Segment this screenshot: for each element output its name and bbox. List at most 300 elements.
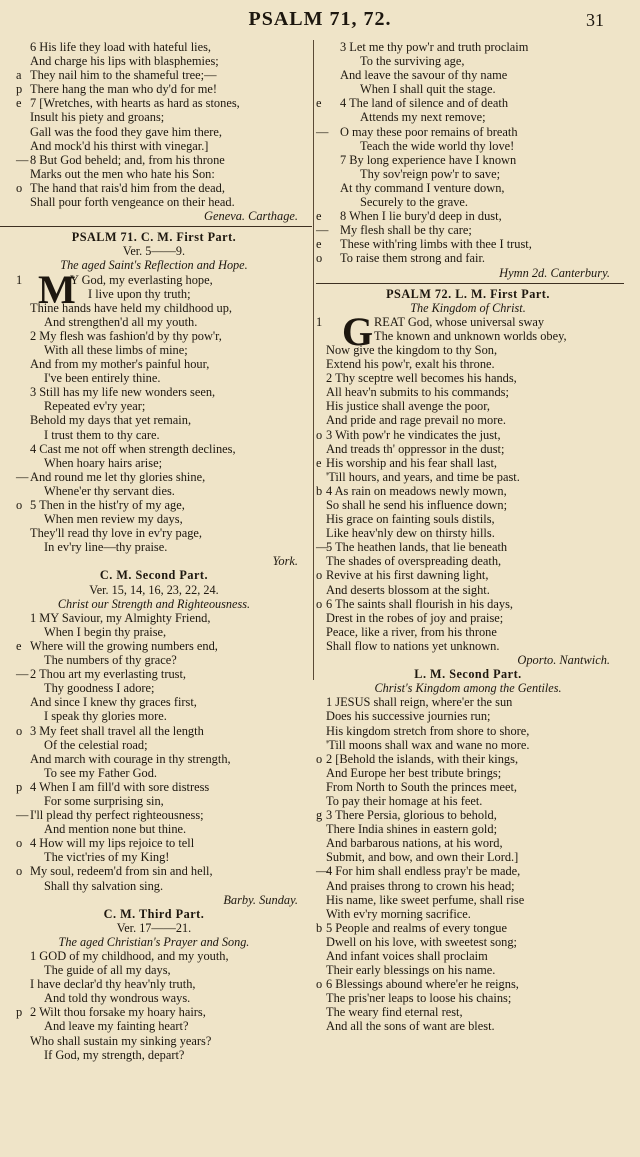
line-text: 1 MY Saviour, my Almighty Friend,: [30, 610, 211, 625]
line-text: And since I knew thy graces first,: [30, 695, 197, 710]
psalm-heading: [316, 667, 624, 681]
line-text: Does his successive journies run;: [326, 709, 491, 724]
line-text: And mock'd his thirst with vinegar.]: [30, 138, 209, 153]
hymn-line: [0, 484, 312, 498]
line-text: The shades of overspreading death,: [326, 554, 502, 569]
dynamic-mark: —: [16, 808, 29, 823]
line-text: Who shall sustain my sinking years?: [30, 1033, 212, 1048]
hymn-line: [316, 223, 624, 237]
drop-cap: G: [342, 308, 374, 354]
hymn-line: [316, 209, 624, 223]
dynamic-mark: p: [16, 1005, 23, 1020]
dynamic-mark: 1: [16, 272, 23, 287]
dynamic-mark: o: [316, 568, 323, 583]
line-text: 3 My feet shall travel all the length: [30, 723, 204, 738]
hymn-line: [0, 1019, 312, 1033]
line-text: 6 His life they load with hateful lies,: [30, 40, 212, 54]
hymn-line: [316, 1005, 624, 1019]
hymn-line: [316, 554, 624, 568]
line-text: 2 My flesh was fashion'd by thy pow'r,: [30, 328, 222, 343]
tune-names: [0, 893, 312, 907]
line-text: So shall he send his influence down;: [326, 498, 508, 512]
hymn-line: [316, 40, 624, 54]
hymn-line: [316, 371, 624, 385]
hymn-line: [316, 1019, 624, 1033]
hymn-line: [316, 484, 624, 498]
line-text: The vict'ries of my King!: [44, 850, 170, 865]
hymn-line: [0, 195, 312, 209]
line-text: 6 The saints shall flourish in his days,: [326, 596, 513, 611]
hymn-line: [0, 695, 312, 709]
dynamic-mark: e: [16, 96, 22, 111]
line-text: I speak thy glories more.: [44, 709, 167, 724]
line-text: 'Till moons shall wax and wane no more.: [326, 737, 530, 752]
dynamic-mark: e: [316, 209, 322, 224]
hymn-line: [316, 251, 624, 265]
line-text: Behold my days that yet remain,: [30, 413, 192, 428]
hymn-line: [316, 695, 624, 709]
line-text: When I begin thy praise,: [44, 624, 167, 639]
hymn-line: [316, 526, 624, 540]
hymn-line: [316, 54, 624, 68]
running-title: PSALM 71, 72.: [248, 8, 392, 30]
hymn-line: [0, 413, 312, 427]
dynamic-mark: e: [316, 455, 322, 470]
hymn-line: [316, 724, 624, 738]
line-text: And praises throng to crown his head;: [326, 878, 515, 893]
line-text: Shall pour forth vengeance on their head.: [30, 195, 235, 210]
hymn-line: [316, 597, 624, 611]
line-text: And deserts blossom at the sight.: [326, 582, 490, 597]
hymn-line: [0, 357, 312, 371]
hymn-line: [0, 343, 312, 357]
hymn-line: [0, 738, 312, 752]
hymn-line: [0, 428, 312, 442]
hymn-line: [0, 780, 312, 794]
head-text: PSALM 72. L. M. First Part.: [386, 286, 550, 301]
dynamic-mark: o: [316, 751, 323, 766]
tune-text: Hymn 2d. Canterbury.: [499, 265, 610, 280]
hymn-line: [316, 456, 624, 470]
hymn-line: [0, 540, 312, 554]
line-text: The known and unknown worlds obey,: [374, 328, 567, 343]
line-text: When hoary hairs arise;: [44, 455, 163, 470]
line-text: When I shall quit the stage.: [360, 82, 496, 97]
hymn-line: [0, 1048, 312, 1062]
line-text: And infant voices shall proclaim: [326, 949, 488, 963]
line-text: 4 For him shall endless pray'r be made,: [326, 864, 521, 879]
hymn-line: [0, 287, 312, 301]
hymn-line: [316, 343, 624, 357]
hymn-line: [0, 752, 312, 766]
hymn-line: [0, 96, 312, 110]
psalm-heading: [0, 230, 312, 244]
tune-text: York.: [272, 554, 298, 569]
page-number: 31: [586, 10, 604, 30]
line-text: And all the sons of want are blest.: [326, 1019, 495, 1034]
hymn-line: [0, 949, 312, 963]
head-text: C. M. Third Part.: [103, 906, 205, 921]
ital-text: The aged Saint's Reflection and Hope.: [60, 258, 248, 273]
line-text: With all these limbs of mine;: [44, 342, 188, 357]
hymn-line: [0, 385, 312, 399]
hymn-line: [0, 963, 312, 977]
line-text: 8 When I lie bury'd deep in dust,: [340, 209, 502, 224]
line-text: 2 Thou art my everlasting trust,: [30, 667, 187, 682]
line-text: In ev'ry line—thy praise.: [44, 540, 168, 555]
line-text: For some surprising sin,: [44, 793, 164, 808]
drop-cap: M: [38, 266, 76, 312]
line-text: I've been entirely thine.: [44, 371, 161, 386]
line-text: His justice shall avenge the poor,: [326, 399, 490, 414]
hymn-line: [316, 181, 624, 195]
hymn-line: [316, 808, 624, 822]
psalm-subtitle: [0, 597, 312, 611]
line-text: His worship and his fear shall last,: [326, 455, 498, 470]
hymn-line: [316, 864, 624, 878]
hymn-line: [316, 780, 624, 794]
hymn-line: [0, 110, 312, 124]
dynamic-mark: p: [16, 82, 23, 97]
center-text: Ver. 17——21.: [116, 920, 192, 935]
line-text: 4 Cast me not off when strength declines,: [30, 441, 236, 456]
hymn-line: [316, 68, 624, 82]
line-text: 7 By long experience have I known: [340, 152, 517, 167]
section-rule: [316, 283, 624, 284]
line-text: The numbers of thy grace?: [44, 653, 177, 668]
line-text: And leave the savour of thy name: [340, 68, 508, 83]
line-text: 4 How will my lips rejoice to tell: [30, 836, 195, 851]
hymn-line: [316, 385, 624, 399]
line-text: To pay their homage at his feet.: [326, 793, 483, 808]
psalm-subtitle: [316, 681, 624, 695]
hymn-line: [316, 153, 624, 167]
ital-text: The aged Christian's Prayer and Song.: [58, 934, 250, 949]
line-text: And strengthen'd all my youth.: [44, 314, 198, 329]
line-text: The guide of all my days,: [44, 963, 171, 978]
dynamic-mark: p: [16, 779, 23, 794]
section-rule: [0, 226, 312, 227]
hymn-line: [0, 315, 312, 329]
dynamic-mark: e: [16, 638, 22, 653]
line-text: Shall thy salvation sing.: [44, 878, 164, 893]
hymn-line: [0, 724, 312, 738]
hymn-line: [316, 470, 624, 484]
dynamic-mark: 1: [316, 314, 323, 329]
line-text: Repeated ev'ry year;: [44, 399, 146, 414]
line-text: My flesh shall be thy care;: [340, 223, 472, 238]
hymn-line: [0, 611, 312, 625]
line-text: O may these poor remains of breath: [340, 124, 518, 139]
psalm-heading: [0, 907, 312, 921]
ital-text: Christ our Strength and Righteousness.: [57, 596, 251, 611]
line-text: 5 The heathen lands, that lie beneath: [326, 540, 508, 555]
hymn-line: [316, 949, 624, 963]
line-text: And round me let thy glories shine,: [30, 469, 206, 484]
verse-reference: [0, 244, 312, 258]
line-text: 3 With pow'r he vindicates the just,: [326, 427, 501, 442]
line-text: Revive at his first dawning light,: [326, 568, 489, 583]
hymn-line: [316, 413, 624, 427]
line-text: 2 Wilt thou forsake my hoary hairs,: [30, 1005, 206, 1020]
hymn-line: [316, 836, 624, 850]
hymn-line: [316, 540, 624, 554]
hymn-line: [316, 96, 624, 110]
hymn-line: [0, 850, 312, 864]
dynamic-mark: —: [316, 223, 329, 238]
hymn-line: [0, 667, 312, 681]
line-text: 'Till hours, and years, and time be past.: [326, 469, 520, 484]
hymn-line: [0, 470, 312, 484]
line-text: Peace, like a river, from his throne: [326, 624, 497, 639]
hymn-line: [0, 709, 312, 723]
hymn-line: [0, 40, 312, 54]
verse-reference: [0, 583, 312, 597]
center-text: Ver. 5——9.: [122, 244, 186, 259]
hymn-line: [0, 456, 312, 470]
hymn-line: [0, 512, 312, 526]
dynamic-mark: o: [316, 977, 323, 992]
hymn-line: [316, 963, 624, 977]
line-text: 5 Then in the hist'ry of my age,: [30, 498, 185, 512]
line-text: The hand that rais'd him from the dead,: [30, 180, 225, 195]
line-text: Insult his piety and groans;: [30, 110, 165, 125]
hymn-line: [316, 512, 624, 526]
line-text: And told thy wondrous ways.: [44, 991, 191, 1006]
hymn-line: [316, 921, 624, 935]
line-text: Their early blessings on his name.: [326, 963, 496, 978]
hymn-line: [0, 329, 312, 343]
verse-reference: [0, 921, 312, 935]
line-text: Shall flow to nations yet unknown.: [326, 638, 500, 653]
line-text: And march with courage in thy strength,: [30, 751, 231, 766]
line-text: I have declar'd thy heav'nly truth,: [30, 977, 196, 992]
line-text: If God, my strength, depart?: [44, 1047, 185, 1062]
hymn-line: [0, 442, 312, 456]
line-text: The pris'ner leaps to loose his chains;: [326, 991, 512, 1006]
hymn-line: [316, 752, 624, 766]
hymn-line: [0, 794, 312, 808]
line-text: To see my Father God.: [44, 765, 158, 780]
hymn-line: [316, 991, 624, 1005]
line-text: And leave my fainting heart?: [44, 1019, 189, 1034]
hymn-line: [316, 907, 624, 921]
dynamic-mark: o: [316, 427, 323, 442]
line-text: His grace on fainting souls distils,: [326, 512, 495, 527]
line-text: And Europe her best tribute brings;: [326, 765, 502, 780]
dynamic-mark: o: [16, 836, 23, 851]
dynamic-mark: b: [316, 483, 323, 498]
hymn-line: [316, 568, 624, 582]
hymn-line: [0, 808, 312, 822]
hymn-line: [316, 399, 624, 413]
line-text: 6 Blessings abound where'er he reigns,: [326, 977, 519, 992]
dynamic-mark: o: [16, 864, 23, 879]
hymn-line: [316, 357, 624, 371]
line-text: Gall was the food they gave him there,: [30, 124, 222, 139]
hymn-line: [316, 498, 624, 512]
hymn-line: [0, 864, 312, 878]
hymn-line: [0, 822, 312, 836]
line-text: They'll read thy love in ev'ry page,: [30, 526, 203, 541]
hymn-line: [316, 611, 624, 625]
hymn-line: [0, 879, 312, 893]
hymn-line: [316, 329, 624, 343]
line-text: 3 Let me thy pow'r and truth proclaim: [340, 40, 529, 54]
line-text: 4 The land of silence and of death: [340, 96, 509, 111]
line-text: 1 GOD of my childhood, and my youth,: [30, 949, 229, 963]
line-text: My soul, redeem'd from sin and hell,: [30, 864, 213, 879]
hymn-line: [316, 893, 624, 907]
ital-text: Christ's Kingdom among the Gentiles.: [374, 681, 562, 696]
hymn-line: [0, 498, 312, 512]
line-text: There India shines in eastern gold;: [326, 822, 498, 837]
hymn-line: [316, 167, 624, 181]
line-text: These with'ring limbs with thee I trust,: [340, 237, 532, 252]
line-text: Whene'er thy servant dies.: [44, 483, 175, 498]
hymn-line: [316, 879, 624, 893]
hymn-line: [0, 766, 312, 780]
line-text: 4 When I am fill'd with sore distress: [30, 779, 210, 794]
head-text: C. M. Second Part.: [99, 568, 209, 583]
hymn-line: [316, 709, 624, 723]
line-text: 1 JESUS shall reign, where'er the sun: [326, 695, 513, 710]
dynamic-mark: a: [16, 68, 22, 83]
hymn-line: [0, 653, 312, 667]
line-text: Extend his pow'r, exalt his throne.: [326, 357, 495, 372]
line-text: All heav'n submits to his commands;: [326, 385, 509, 400]
line-text: Securely to the grave.: [360, 195, 469, 210]
dynamic-mark: b: [316, 920, 323, 935]
center-text: Ver. 15, 14, 16, 23, 22, 24.: [89, 582, 219, 597]
hymn-line: [316, 639, 624, 653]
line-text: And pride and rage prevail no more.: [326, 413, 506, 428]
hymn-line: [316, 850, 624, 864]
hymn-line: [0, 68, 312, 82]
line-text: They nail him to the shameful tree;—: [30, 68, 217, 83]
tune-text: Oporto. Nantwich.: [517, 653, 610, 668]
psalm-subtitle: [0, 935, 312, 949]
line-text: There hang the man who dy'd for me!: [30, 82, 217, 97]
line-text: To raise them strong and fair.: [340, 251, 486, 266]
hymn-line: [0, 301, 312, 315]
hymn-line: [0, 625, 312, 639]
line-text: When men review my days,: [44, 512, 183, 527]
line-text: 5 People and realms of every tongue: [326, 920, 507, 935]
hymn-line: [316, 237, 624, 251]
head-text: PSALM 71. C. M. First Part.: [71, 230, 237, 245]
hymn-line: [316, 82, 624, 96]
hymn-line: [316, 583, 624, 597]
line-text: And treads th' oppressor in the dust;: [326, 441, 505, 456]
line-text: Attends my next remove;: [360, 110, 486, 125]
dynamic-mark: o: [16, 498, 23, 512]
dynamic-mark: e: [316, 237, 322, 252]
line-text: To the surviving age,: [360, 54, 465, 69]
line-text: From North to South the princes meet,: [326, 779, 517, 794]
hymn-line: [0, 125, 312, 139]
dynamic-mark: o: [316, 251, 323, 266]
line-text: Thy goodness I adore;: [44, 681, 155, 696]
line-text: Like heav'nly dew on thirsty hills.: [326, 526, 495, 541]
tune-names: [0, 209, 312, 223]
left-column: [0, 40, 312, 1062]
dynamic-mark: o: [16, 723, 23, 738]
line-text: I'll plead thy perfect righteousness;: [30, 808, 204, 823]
right-column: [316, 40, 624, 1034]
line-text: I live upon thy truth;: [88, 286, 191, 301]
hymn-line: [316, 794, 624, 808]
psalm-heading: [0, 568, 312, 582]
tune-text: Barby. Sunday.: [223, 892, 298, 907]
hymn-line: [316, 125, 624, 139]
dynamic-mark: —: [16, 469, 29, 484]
line-text: His kingdom stretch from shore to shore,: [326, 723, 530, 738]
line-text: And mention none but thine.: [44, 822, 187, 837]
hymn-line: [316, 139, 624, 153]
hymn-line: [316, 738, 624, 752]
line-text: Thy sov'reign pow'r to save;: [360, 166, 501, 181]
line-text: And from my mother's painful hour,: [30, 357, 210, 372]
line-text: Teach the wide world thy love!: [360, 138, 515, 153]
hymn-line: [0, 54, 312, 68]
hymn-line: [316, 625, 624, 639]
line-text: Dwell on his love, with sweetest song;: [326, 934, 518, 949]
line-text: 2 Thy sceptre well becomes his hands,: [326, 371, 517, 386]
line-text: Y God, my everlasting hope,: [70, 272, 213, 287]
line-text: Drest in the robes of joy and praise;: [326, 610, 504, 625]
hymn-line: [0, 167, 312, 181]
column-divider: [313, 40, 314, 680]
dynamic-mark: —: [316, 540, 329, 555]
hymn-line: [0, 1034, 312, 1048]
line-text: 8 But God beheld; and, from his throne: [30, 152, 225, 167]
hymn-line: [0, 681, 312, 695]
tune-text: Geneva. Carthage.: [204, 209, 298, 224]
line-text: Now give the kingdom to thy Son,: [326, 342, 498, 357]
hymn-line: [316, 822, 624, 836]
dynamic-mark: —: [16, 667, 29, 682]
hymn-line: [0, 991, 312, 1005]
hymn-line: [0, 399, 312, 413]
hymn-line: [316, 110, 624, 124]
line-text: At thy command I venture down,: [340, 180, 505, 195]
hymn-line: [316, 766, 624, 780]
hymn-line: [316, 428, 624, 442]
hymn-line: [316, 977, 624, 991]
hymn-line: [0, 836, 312, 850]
dynamic-mark: e: [316, 96, 322, 111]
line-text: Of the celestial road;: [44, 737, 148, 752]
line-text: 4 As rain on meadows newly mown,: [326, 483, 507, 498]
hymn-line: [316, 442, 624, 456]
tune-names: [316, 653, 624, 667]
hymn-line: [316, 195, 624, 209]
ital-text: The Kingdom of Christ.: [410, 300, 526, 315]
hymn-line: [0, 639, 312, 653]
line-text: And barbarous nations, at his word,: [326, 836, 503, 851]
line-text: 2 [Behold the islands, with their kings,: [326, 751, 519, 766]
dynamic-mark: o: [316, 596, 323, 611]
dynamic-mark: —: [316, 864, 329, 879]
line-text: 3 There Persia, glorious to behold,: [326, 808, 497, 823]
line-text: Where will the growing numbers end,: [30, 638, 218, 653]
line-text: Submit, and bow, and own their Lord.]: [326, 850, 519, 865]
hymn-line: [0, 139, 312, 153]
line-text: And charge his lips with blasphemies;: [30, 54, 219, 69]
hymn-line: [0, 153, 312, 167]
head-text: L. M. Second Part.: [414, 667, 522, 682]
